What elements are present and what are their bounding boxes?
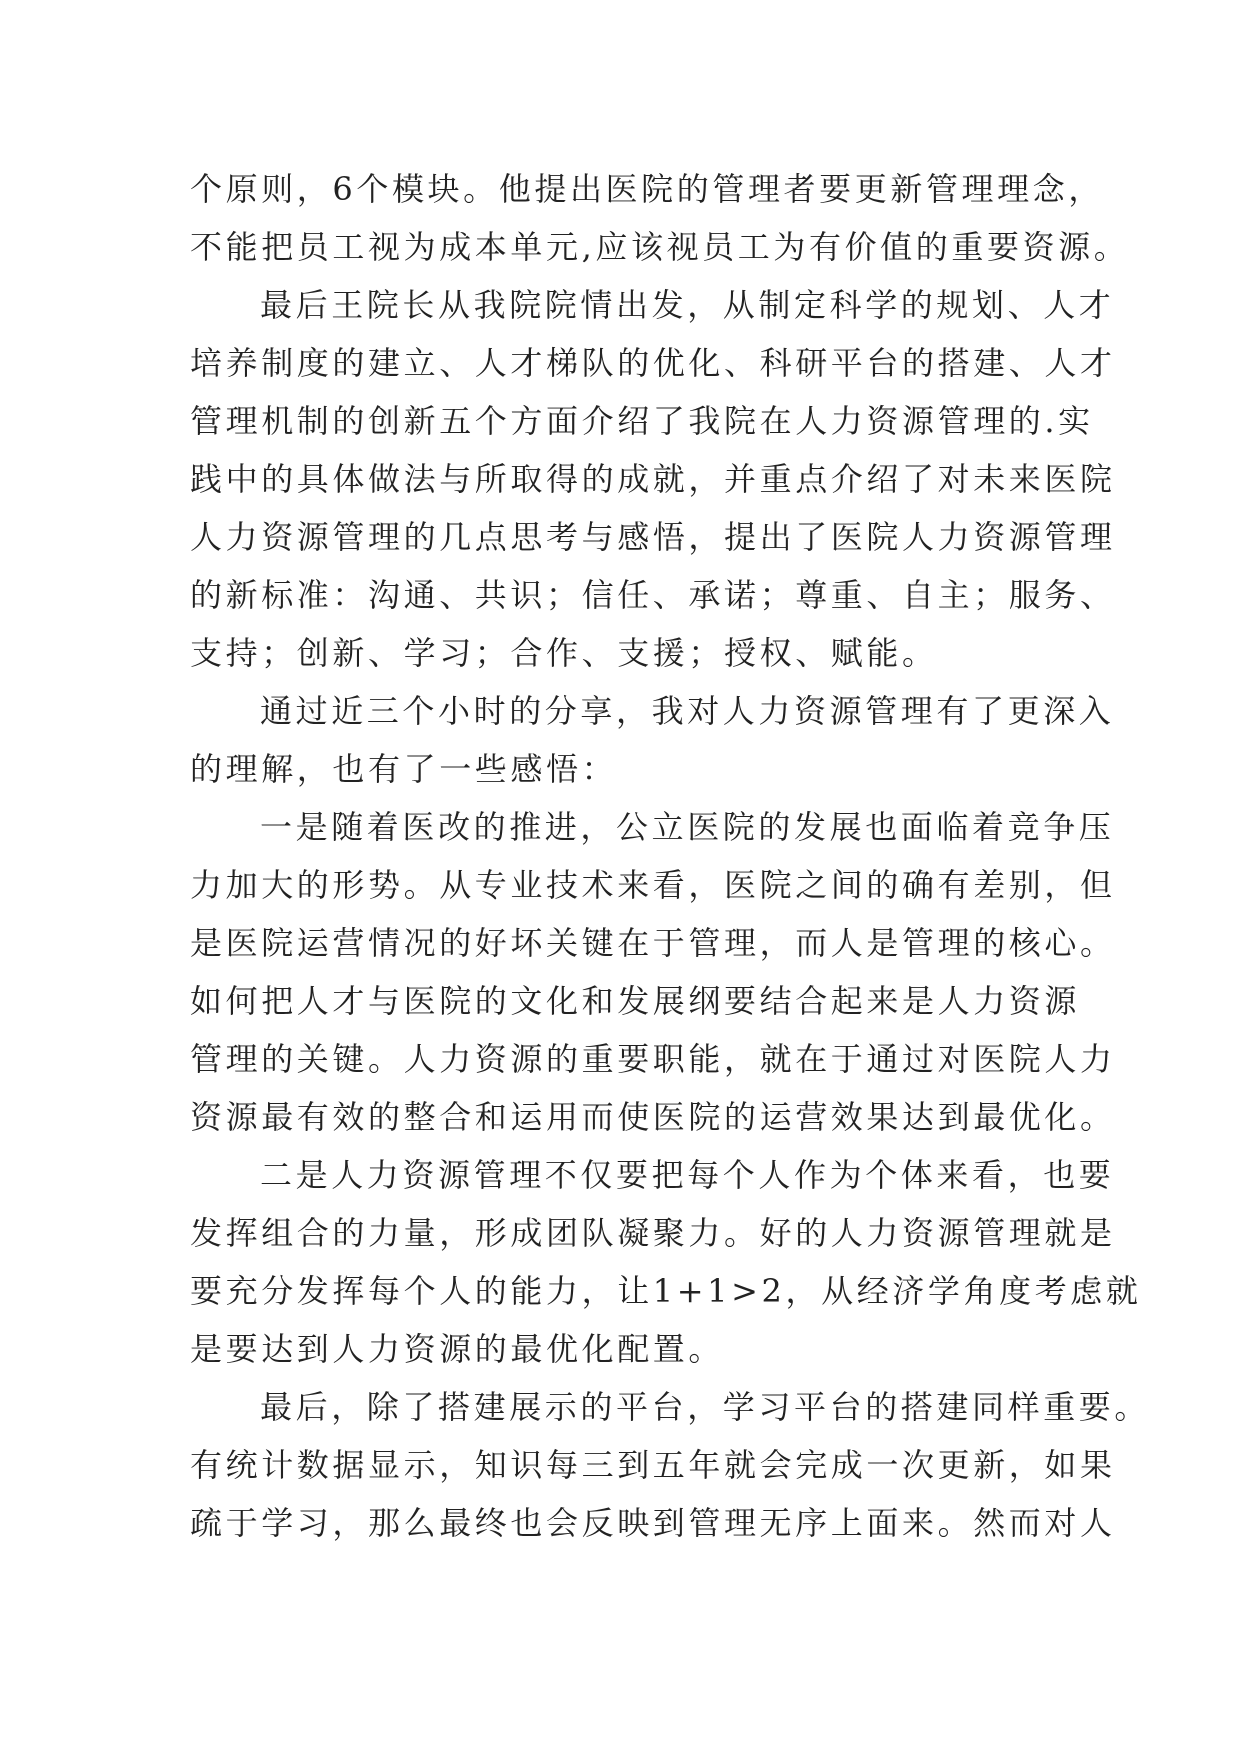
text-line: 一是随着医改的推进，公立医院的发展也面临着竞争压 — [260, 808, 1115, 846]
text-line: 有统计数据显示，知识每三到五年就会完成一次更新，如果 — [190, 1446, 1116, 1484]
text-line: 个原则，6个模块。他提出医院的管理者要更新管理理念， — [190, 170, 1104, 208]
document-body — [190, 160, 1151, 1552]
text-line: 培养制度的建立、人才梯队的优化、科研平台的搭建、人才 — [190, 344, 1116, 382]
text-line: 最后，除了搭建展示的平台，学习平台的搭建同样重要。 — [260, 1388, 1151, 1426]
text-line: 资源最有效的整合和运用而使医院的运营效果达到最优化。 — [190, 1098, 1116, 1136]
text-line: 通过近三个小时的分享，我对人力资源管理有了更深入 — [260, 692, 1115, 730]
text-line: 支持；创新、学习；合作、支援；授权、赋能。 — [190, 634, 938, 672]
text-line: 管理机制的创新五个方面介绍了我院在人力资源管理的.实 — [190, 402, 1094, 440]
text-line: 发挥组合的力量，形成团队凝聚力。好的人力资源管理就是 — [190, 1214, 1116, 1252]
text-line: 践中的具体做法与所取得的成就，并重点介绍了对未来医院 — [190, 460, 1116, 498]
text-line: 最后王院长从我院院情出发，从制定科学的规划、人才 — [260, 286, 1115, 324]
text-line: 是医院运营情况的好坏关键在于管理，而人是管理的核心。 — [190, 924, 1116, 962]
text-line: 不能把员工视为成本单元,应该视员工为有价值的重要资源。 — [190, 228, 1130, 266]
text-line: 是要达到人力资源的最优化配置。 — [190, 1330, 725, 1368]
text-line: 的新标准：沟通、共识；信任、承诺；尊重、自主；服务、 — [190, 576, 1116, 614]
text-line: 疏于学习，那么最终也会反映到管理无序上面来。然而对人 — [190, 1504, 1116, 1542]
text-line: 如何把人才与医院的文化和发展纲要结合起来是人力资源 — [190, 982, 1081, 1020]
text-line: 力加大的形势。从专业技术来看，医院之间的确有差别，但 — [190, 866, 1116, 904]
text-line: 的理解，也有了一些感悟： — [190, 750, 618, 788]
text-line: 要充分发挥每个人的能力，让1+1>2，从经济学角度考虑就 — [190, 1272, 1142, 1310]
text-line: 管理的关键。人力资源的重要职能，就在于通过对医院人力 — [190, 1040, 1116, 1078]
text-line: 人力资源管理的几点思考与感悟，提出了医院人力资源管理 — [190, 518, 1116, 556]
text-line: 二是人力资源管理不仅要把每个人作为个体来看，也要 — [260, 1156, 1115, 1194]
